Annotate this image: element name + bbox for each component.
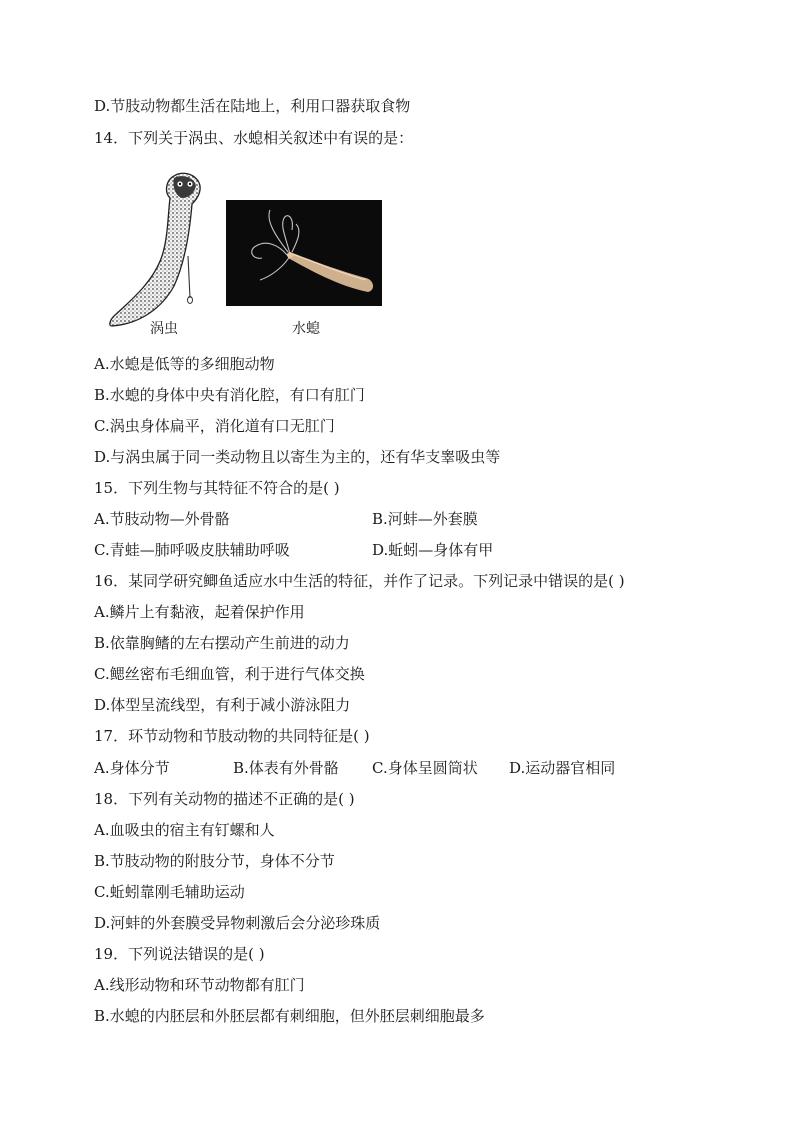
q16-option-b: B.依靠胸鳍的左右摆动产生前进的动力 [94,634,350,652]
hydra-figure [226,200,382,306]
q17-option-b: B.体表有外骨骼 [233,759,339,777]
q19-option-a: A.线形动物和环节动物都有肛门 [94,976,305,994]
q18-option-d: D.河蚌的外套膜受异物刺激后会分泌珍珠质 [94,914,381,932]
q18-option-b: B.节肢动物的附肢分节，身体不分节 [94,852,335,870]
q18-option-c: C.蚯蚓靠刚毛辅助运动 [94,883,245,901]
q16-option-c: C.鳃丝密布毛细血管，利于进行气体交换 [94,665,365,683]
q19-stem: 19．下列说法错误的是( ) [94,945,265,963]
planarian-figure [104,168,204,330]
q18-option-a: A.血吸虫的宿主有钉螺和人 [94,821,275,839]
q14-option-d: D.与涡虫属于同一类动物且以寄生为主的，还有华支睾吸虫等 [94,448,501,466]
q14-option-b: B.水螅的身体中央有消化腔，有口有肛门 [94,386,365,404]
q14-stem: 14．下列关于涡虫、水螅相关叙述中有误的是： [94,129,414,147]
q14-option-c: C.涡虫身体扁平，消化道有口无肛门 [94,417,335,435]
q17-option-a: A.身体分节 [94,759,170,777]
q13-option-d: D.节肢动物都生活在陆地上，利用口器获取食物 [94,97,411,115]
q15-option-d: D.蚯蚓—身体有甲 [372,541,494,559]
q15-option-c: C.青蛙—肺呼吸皮肤辅助呼吸 [94,541,290,559]
q19-option-b: B.水螅的内胚层和外胚层都有刺细胞，但外胚层刺细胞最多 [94,1007,485,1025]
q16-option-d: D.体型呈流线型，有利于减小游泳阻力 [94,696,351,714]
q15-option-a: A.节肢动物—外骨骼 [94,510,230,528]
q17-option-c: C.身体呈圆筒状 [372,759,478,777]
q17-option-d: D.运动器官相同 [509,759,616,777]
q16-stem: 16．某同学研究鲫鱼适应水中生活的特征，并作了记录。下列记录中错误的是( ) [94,572,625,590]
q15-option-b: B.河蚌—外套膜 [372,510,478,528]
q18-stem: 18．下列有关动物的描述不正确的是( ) [94,790,355,808]
figure-caption-planarian: 涡虫 [150,321,178,337]
q15-stem: 15．下列生物与其特征不符合的是( ) [94,479,340,497]
q17-stem: 17．环节动物和节肢动物的共同特征是( ) [94,727,370,745]
figure-caption-hydra: 水螅 [292,321,320,337]
q16-option-a: A.鳞片上有黏液，起着保护作用 [94,603,305,621]
q14-option-a: A.水螅是低等的多细胞动物 [94,355,275,373]
